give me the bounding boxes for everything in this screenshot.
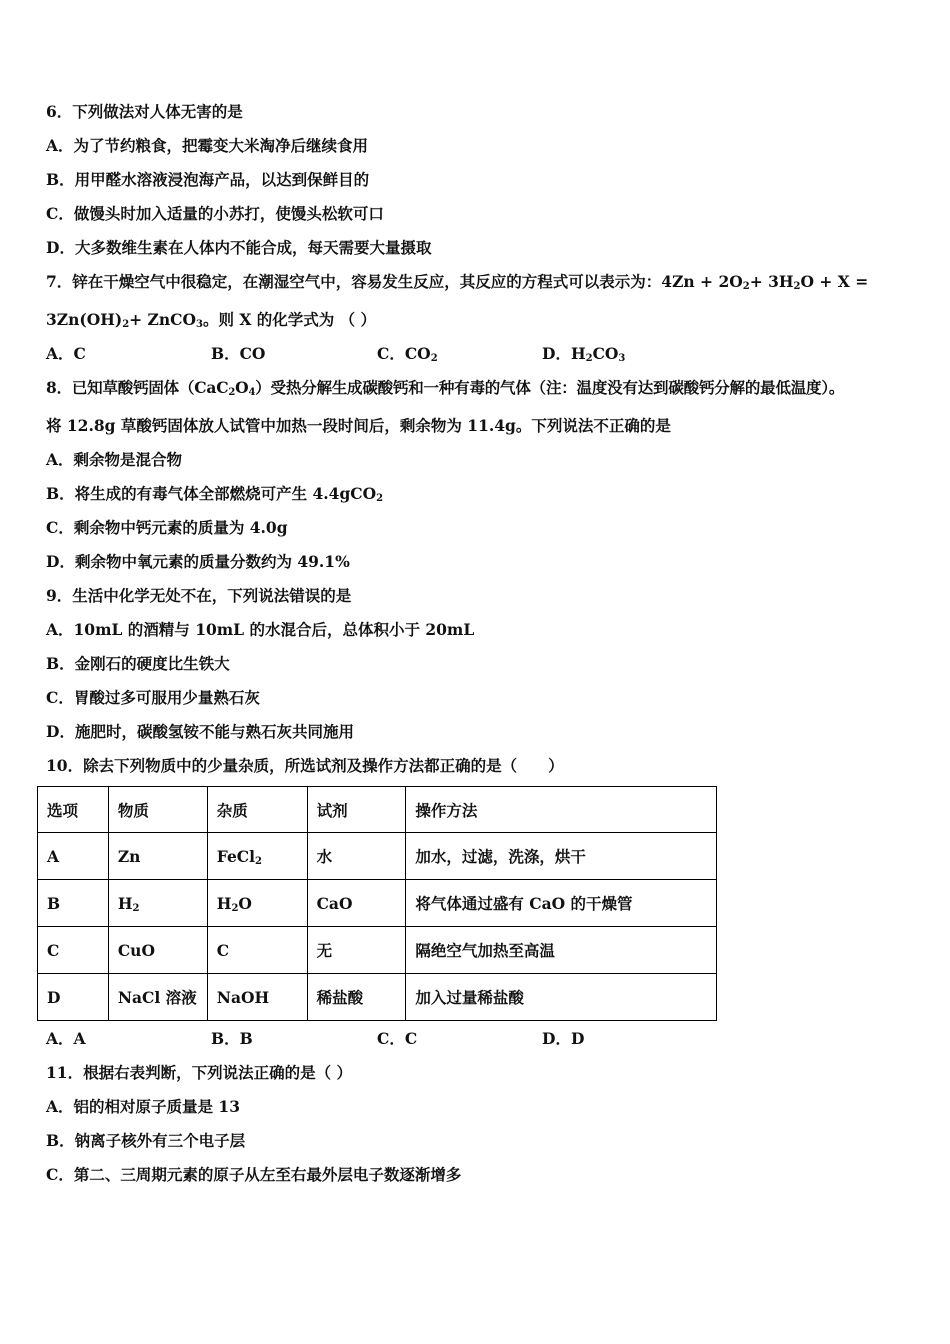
q7-stem-line2 [46, 310, 376, 330]
q7-option-c-text: C．CO [377, 344, 431, 363]
cell-option: D [38, 974, 109, 1021]
q7-eq-part1: 4Zn + 2O [661, 272, 743, 291]
q9-option-a: A．10mL 的酒精与 10mL 的水混合后，总体积小于 20mL [46, 620, 475, 639]
q7-stem [46, 272, 868, 292]
cell-option: A [38, 833, 109, 880]
q8-stem-pre: 8．已知草酸钙固体（CaC [46, 378, 229, 397]
q10-stem: 10．除去下列物质中的少量杂质，所选试剂及操作方法都正确的是（ ） [46, 756, 564, 775]
table-header-row [38, 787, 717, 833]
q8-option-b [46, 484, 383, 504]
q9-option-d: D．施肥时，碳酸氢铵不能与熟石灰共同施用 [46, 722, 354, 741]
header-cell: 选项 [38, 787, 109, 833]
q7-option-d-text2: CO [592, 344, 619, 363]
cell-option: B [38, 880, 109, 927]
q7-line2-b: + ZnCO [129, 310, 196, 329]
cell-method: 将气体通过盛有 CaO 的干燥管 [406, 880, 717, 927]
q7-option-d [542, 344, 625, 364]
q7-line2-a: 3Zn(OH) [46, 310, 123, 329]
q9-stem: 9．生活中化学无处不在，下列说法错误的是 [46, 586, 352, 605]
q7-eq-sub1: 2 [742, 281, 750, 292]
cell-reagent: CaO [307, 880, 406, 927]
q6-option-d: D．大多数维生素在人体内不能合成，每天需要大量摄取 [46, 238, 432, 257]
q10-option-d: D．D [542, 1029, 585, 1048]
cell-impurity: C [207, 927, 307, 974]
header-cell: 物质 [108, 787, 207, 833]
cell-impurity [207, 833, 307, 880]
q11-option-a: A．铝的相对原子质量是 13 [46, 1097, 240, 1116]
q6-option-a: A．为了节约粮食，把霉变大米淘净后继续食用 [46, 136, 369, 155]
q11-option-c: C．第二、三周期元素的原子从左至右最外层电子数逐渐增多 [46, 1165, 462, 1184]
cell-method: 加入过量稀盐酸 [406, 974, 717, 1021]
q7-eq-part3: O + X = [800, 272, 869, 291]
q10-option-a: A．A [46, 1029, 86, 1048]
substance-text: H [117, 893, 133, 913]
header-cell: 杂质 [207, 787, 307, 833]
table-row [38, 833, 717, 880]
q7-option-a: A．C [46, 344, 86, 363]
q8-option-a: A．剩余物是混合物 [46, 450, 183, 469]
q8-stem-sub1: 2 [228, 387, 236, 398]
q10-option-b: B．B [211, 1029, 253, 1048]
q7-line2-sub-b: 3 [195, 319, 203, 330]
q7-eq-part2: + 3H [749, 272, 794, 291]
q9-option-c: C．胃酸过多可服用少量熟石灰 [46, 688, 260, 707]
impurity-text-2: O [238, 893, 252, 913]
q8-stem-post: ）受热分解生成碳酸钙和一种有毒的气体（注：温度没有达到碳酸钙分解的最低温度）。 [255, 378, 845, 397]
impurity-sub: 2 [255, 855, 262, 867]
q7-option-d-sub2: 3 [618, 353, 626, 364]
table-row [38, 974, 717, 1021]
q6-option-b: B．用甲醛水溶液浸泡海产品，以达到保鲜目的 [46, 170, 370, 189]
q8-option-b-text: B．将生成的有毒气体全部燃烧可产生 4.4gCO [46, 484, 377, 503]
q7-option-d-text1: D．H [542, 344, 586, 363]
header-cell: 试剂 [307, 787, 406, 833]
q11-option-b: B．钠离子核外有三个电子层 [46, 1131, 246, 1150]
q6-stem: 6．下列做法对人体无害的是 [46, 102, 243, 121]
cell-impurity: NaOH [207, 974, 307, 1021]
q7-stem-text: 7．锌在干燥空气中很稳定，在潮湿空气中，容易发生反应，其反应的方程式可以表示为： [46, 272, 662, 291]
cell-method: 隔绝空气加热至高温 [406, 927, 717, 974]
cell-substance: NaCl 溶液 [108, 974, 207, 1021]
q7-line2-sub-a: 2 [122, 319, 130, 330]
q7-option-b: B．CO [211, 344, 266, 363]
q11-stem: 11．根据右表判断，下列说法正确的是（ ） [46, 1063, 352, 1082]
cell-impurity [207, 880, 307, 927]
q7-line2-c: 。则 X 的化学式为 （ ） [202, 310, 377, 329]
q8-option-b-sub: 2 [376, 493, 384, 504]
q6-option-c: C．做馒头时加入适量的小苏打，使馒头松软可口 [46, 204, 384, 223]
impurity-text: FeCl [216, 846, 256, 866]
q8-option-d: D．剩余物中氧元素的质量分数约为 49.1% [46, 552, 350, 571]
table-row [38, 927, 717, 974]
cell-reagent: 水 [307, 833, 406, 880]
table-row [38, 880, 717, 927]
q8-option-c: C．剩余物中钙元素的质量为 4.0g [46, 518, 288, 537]
cell-reagent: 稀盐酸 [307, 974, 406, 1021]
cell-substance [108, 880, 207, 927]
substance-sub: 2 [132, 902, 140, 914]
q8-stem-sub2: 4 [248, 387, 256, 398]
cell-substance: CuO [108, 927, 207, 974]
cell-substance: Zn [108, 833, 207, 880]
q8-stem-mid: O [235, 378, 249, 397]
impurity-text: H [216, 893, 232, 913]
q10-option-c: C．C [377, 1029, 418, 1048]
header-cell: 操作方法 [406, 787, 717, 833]
q7-option-d-sub1: 2 [585, 353, 593, 364]
q8-stem-line2: 将 12.8g 草酸钙固体放人试管中加热一段时间后，剩余物为 11.4g。下列说法不正确的是 [46, 416, 671, 435]
q10-table [37, 786, 717, 1021]
q7-option-c [377, 344, 438, 364]
cell-option: C [38, 927, 109, 974]
cell-method: 加水，过滤，洗涤，烘干 [406, 833, 717, 880]
q8-stem [46, 378, 844, 398]
cell-reagent: 无 [307, 927, 406, 974]
q9-option-b: B．金刚石的硬度比生铁大 [46, 654, 230, 673]
q7-eq-sub2: 2 [793, 281, 801, 292]
q7-option-c-sub: 2 [430, 353, 438, 364]
impurity-sub: 2 [231, 902, 239, 914]
